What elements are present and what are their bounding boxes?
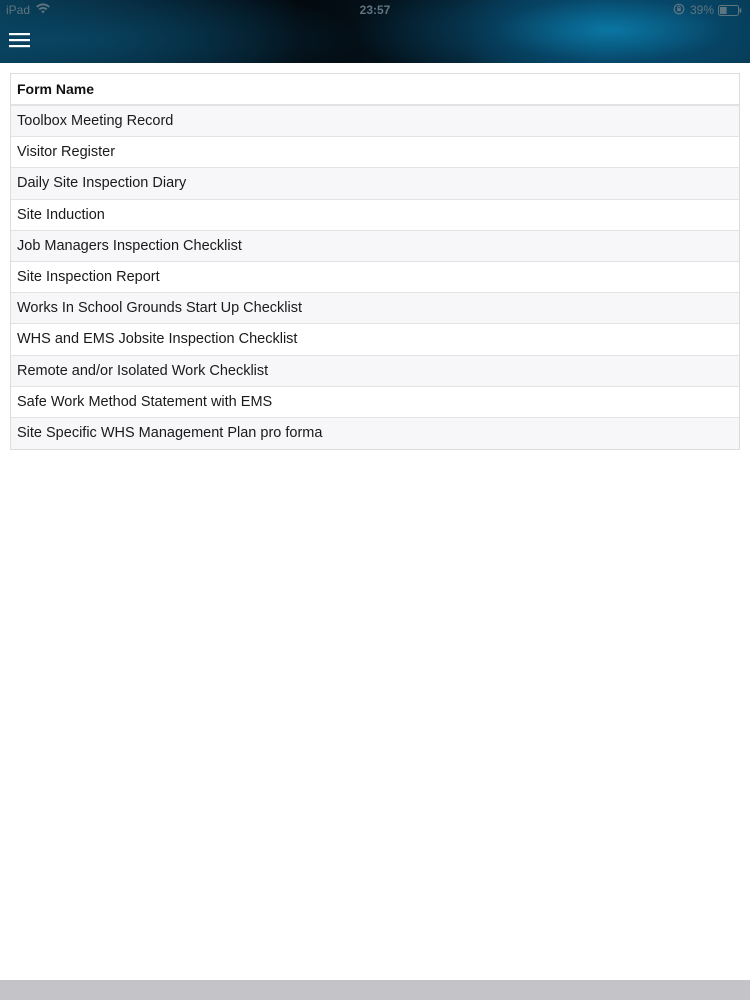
table-row[interactable]: Toolbox Meeting Record (11, 106, 739, 137)
hamburger-menu-button[interactable] (9, 31, 31, 49)
bottom-toolbar (0, 980, 750, 1000)
column-header-form-name: Form Name (11, 74, 739, 106)
battery-icon (718, 5, 740, 15)
table-row[interactable]: Site Induction (11, 200, 739, 231)
table-row[interactable]: Daily Site Inspection Diary (11, 168, 739, 199)
table-row[interactable]: Job Managers Inspection Checklist (11, 231, 739, 262)
rotation-lock-icon (673, 3, 685, 18)
table-row[interactable]: Visitor Register (11, 137, 739, 168)
table-row[interactable]: Safe Work Method Statement with EMS (11, 387, 739, 418)
battery-percent: 39% (690, 3, 715, 17)
table-row[interactable]: Site Inspection Report (11, 262, 739, 293)
clock: 23:57 (359, 3, 391, 17)
device-name: iPad (6, 3, 31, 17)
table-row[interactable]: WHS and EMS Jobsite Inspection Checklist (11, 324, 739, 355)
status-bar (0, 0, 750, 20)
table-body (11, 106, 739, 449)
table-row[interactable]: Site Specific WHS Management Plan pro forma (11, 418, 739, 449)
app-header (0, 0, 750, 63)
hamburger-menu-icon (9, 31, 31, 49)
table-row[interactable]: Works In School Grounds Start Up Checklist (11, 293, 739, 324)
table-row[interactable]: Remote and/or Isolated Work Checklist (11, 356, 739, 387)
forms-table (10, 73, 740, 450)
